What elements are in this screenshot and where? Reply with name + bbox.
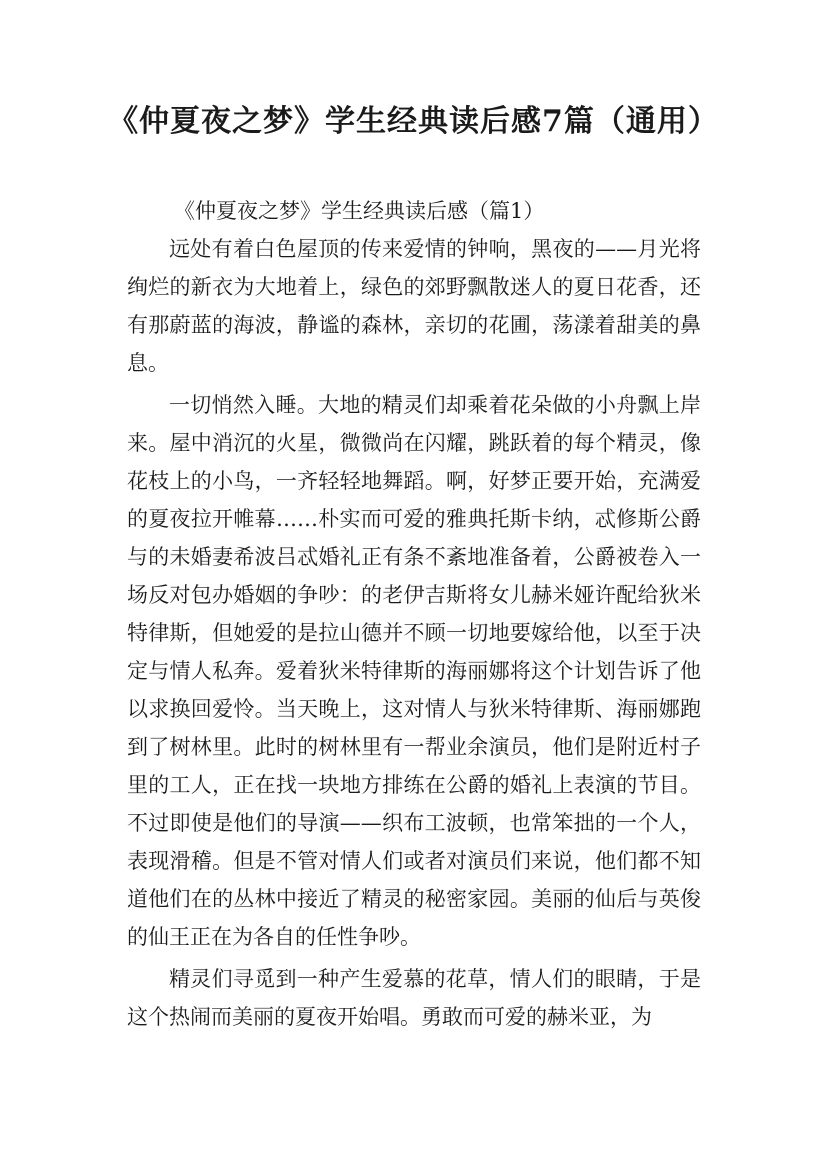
document-title: 《仲夏夜之梦》学生经典读后感7篇（通用） [108, 104, 719, 139]
paragraph-2: 一切悄然入睡。大地的精灵们却乘着花朵做的小舟飘上岸来。屋中消沉的火星，微微尚在闪耀，跳跃着的每个精灵，像花枝上的小鸟，一齐轻轻地舞蹈。啊，好梦正要开始，充满爱的夏夜拉开帷幕……朴实而可爱的雅典托斯卡纳，忒修斯公爵与的未婚妻希波吕忒婚礼正有条不紊地准备着，公爵被卷入一场反对包办婚姻的争吵：的老伊吉斯将女儿赫米娅许配给狄米特律斯，但她爱的是拉山德并不顾一切地要嫁给他，以至于决定与情人私奔。爱着狄米特律斯的海丽娜将这个计划告诉了他以求换回爱怜。当天晚上，这对情人与狄米特律斯、海丽娜跑到了树林里。此时的树林里有一帮业余演员，他们是附近村子里的工人，正在找一块地方排练在公爵的婚礼上表演的节目。不过即使是他们的导演——织布工波顿，也常笨拙的一个人，表现滑稽。但是不管对情人们或者对演员们来说，他们都不知道他们在的丛林中接近了精灵的秘密家园。美丽的仙后与英俊的仙王正在为各自的任性争吵。 [127, 393, 701, 949]
document-body [127, 192, 701, 1036]
paragraph-3: 精灵们寻觅到一种产生爱慕的花草，情人们的眼睛，于是这个热闹而美丽的夏夜开始唱。勇敢而可爱的赫米亚，为 [127, 967, 701, 1029]
section-heading: 《仲夏夜之梦》学生经典读后感（篇1） [174, 199, 545, 223]
paragraph-1: 远处有着白色屋顶的传来爱情的钟响，黑夜的——月光将绚烂的新衣为大地着上，绿色的郊野飘散迷人的夏日花香，还有那蔚蓝的海波，静谧的森林，亲切的花圃，荡漾着甜美的鼻息。 [127, 237, 701, 375]
